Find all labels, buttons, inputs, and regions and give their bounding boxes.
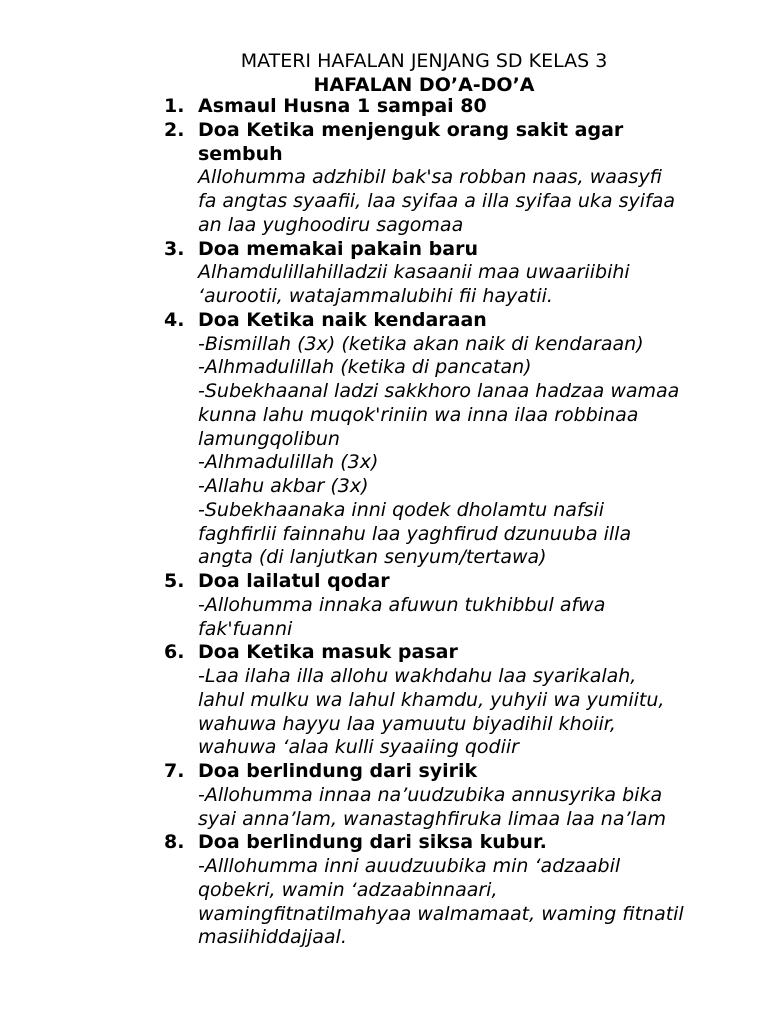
prayer-text-line: -Allohumma innaka afuwun tukhibbul afwa: [198, 593, 606, 616]
prayer-text-line: fak'fuanni: [198, 617, 293, 640]
prayer-text-line: -Alhmadulillah (3x): [198, 451, 379, 474]
item-title: Doa lailatul qodar: [198, 570, 390, 592]
list-item: [164, 641, 724, 760]
item-title: Asmaul Husna 1 sampai 80: [198, 95, 487, 117]
list-item: [164, 238, 724, 309]
prayer-text-line: lahul mulku wa lahul khamdu, yuhyii wa yumiitu,: [198, 688, 665, 711]
item-title: Doa Ketika masuk pasar: [198, 641, 458, 664]
prayer-text-line: -Allohumma innaa na’uudzubika annusyrika bika: [198, 783, 663, 806]
prayer-text-line: lamungqolibun: [198, 427, 340, 450]
prayer-text-line: -Allahu akbar (3x): [198, 475, 369, 497]
prayer-text-line: wahuwa hayyu laa yamuutu biyadihil khoiir,: [198, 712, 616, 735]
item-number: 5.: [164, 570, 185, 592]
list-item: [164, 119, 724, 238]
list-item: [164, 831, 724, 950]
prayer-text-line: an laa yughoodiru sagomaa: [198, 213, 464, 236]
item-title: Doa Ketika menjenguk orang sakit agar: [198, 118, 624, 141]
item-number: 4.: [164, 308, 185, 331]
prayer-text-line: -Laa ilaha illa allohu wakhdahu laa syarikalah,: [198, 665, 637, 687]
prayer-text-line: Alhamdulillahilladzii kasaanii maa uwaariibihi: [198, 261, 630, 284]
prayer-text-line: masiihiddajjaal.: [198, 926, 347, 949]
prayer-text-line: -Bismillah (3x) (ketika akan naik di kendaraan): [198, 332, 644, 355]
document-subheading: HAFALAN DO’A-DO’A: [313, 74, 535, 96]
prayer-text-line: Allohumma adzhibil bak'sa robban naas, waasyfi: [198, 166, 662, 189]
prayer-list: [164, 95, 724, 950]
item-number: 8.: [164, 831, 185, 854]
list-item: [164, 760, 724, 831]
item-number: 3.: [164, 237, 185, 260]
item-title: Doa memakai pakain baru: [198, 237, 478, 260]
prayer-text-line: -Subekhaanaka inni qodek dholamtu nafsii: [198, 498, 605, 521]
prayer-text-line: fa angtas syaafii, laa syifaa a illa syifaa uka syifaa: [198, 190, 676, 212]
item-title: Doa berlindung dari siksa kubur.: [198, 831, 547, 854]
prayer-text-line: ‘aurootii, watajammalubihi fii hayatii.: [198, 285, 553, 307]
prayer-text-line: -Alllohumma inni auudzuubika min ‘adzaabil: [198, 855, 621, 877]
prayer-text-line: kunna lahu muqok'riniin wa inna ilaa robbinaa: [198, 403, 639, 426]
prayer-text-line: -Subekhaanal ladzi sakkhoro lanaa hadzaa wamaa: [198, 380, 680, 402]
list-item: [164, 309, 724, 570]
prayer-text-line: wamingfitnatilmahyaa walmamaat, waming fitnatil: [198, 902, 684, 925]
prayer-text-line: wahuwa ‘alaa kulli syaaiing qodiir: [198, 736, 519, 759]
prayer-text-line: -Alhmadulillah (ketika di pancatan): [198, 356, 532, 379]
prayer-text-line: syai anna’lam, wanastaghfiruka limaa laa na’lam: [198, 807, 666, 830]
item-title: Doa berlindung dari syirik: [198, 760, 478, 782]
prayer-text-line: faghfirlii fainnahu laa yaghfirud dzunuuba illa: [198, 522, 632, 545]
list-item: [164, 95, 724, 119]
prayer-text-line: qobekri, wamin ‘adzaabinnaari,: [198, 878, 498, 901]
item-title: Doa Ketika naik kendaraan: [198, 308, 487, 331]
item-number: 7.: [164, 760, 185, 782]
item-title: sembuh: [198, 142, 283, 165]
item-number: 6.: [164, 641, 185, 664]
list-item: [164, 570, 724, 641]
item-number: 2.: [164, 118, 185, 141]
prayer-text-line: angta (di lanjutkan senyum/tertawa): [198, 546, 547, 569]
document-heading: MATERI HAFALAN JENJANG SD KELAS 3: [240, 50, 608, 72]
item-number: 1.: [164, 95, 185, 117]
